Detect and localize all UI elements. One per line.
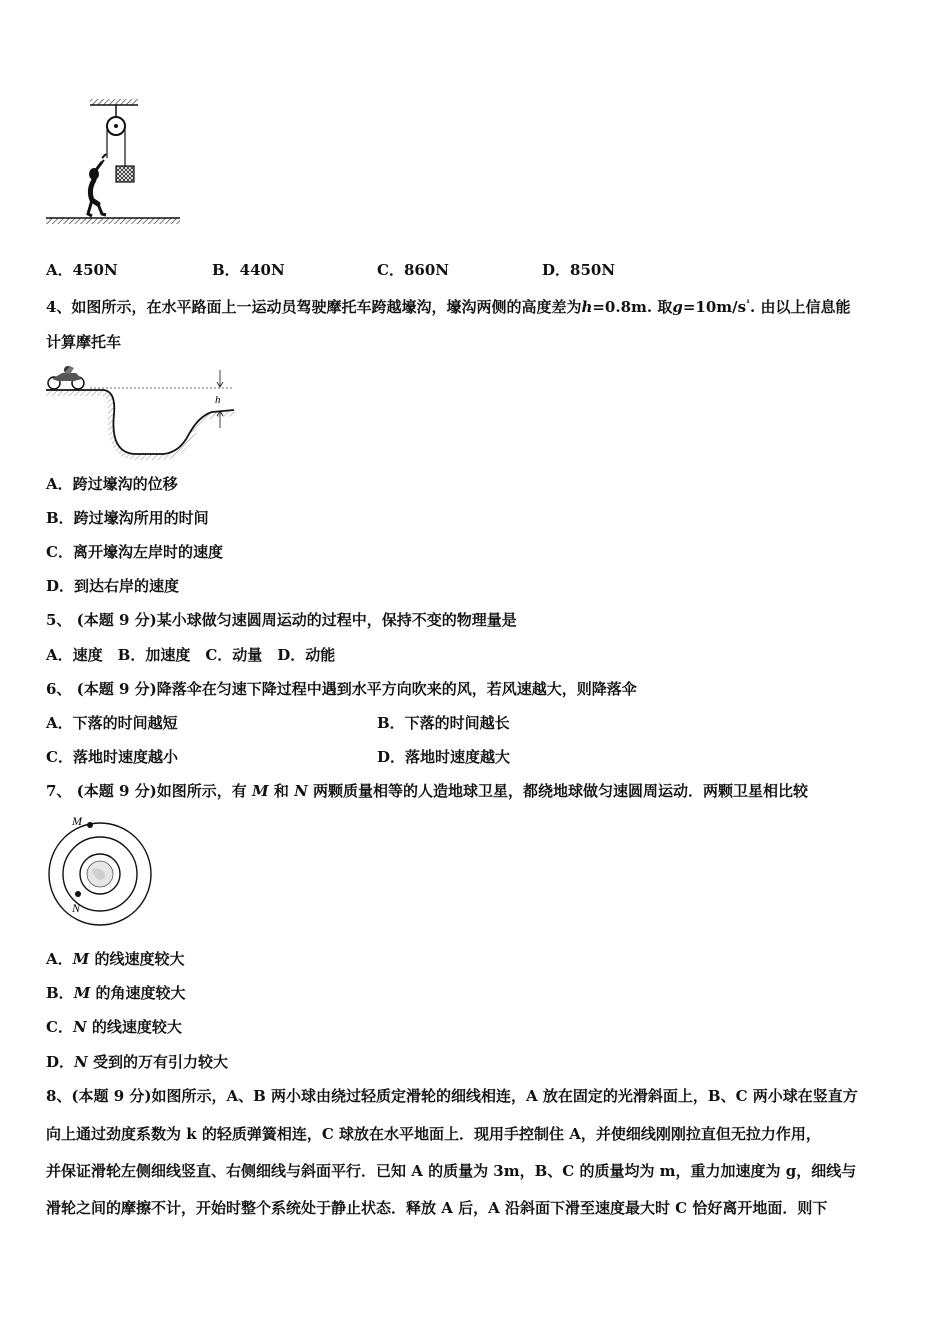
q6-stem: 6、 (本题 9 分)降落伞在匀速下降过程中遇到水平方向吹来的风，若风速越大，则降落伞 (46, 680, 637, 698)
q4-option-b: B．跨过壕沟所用的时间 (46, 509, 209, 527)
q4-stem-line1: 4、如图所示，在水平路面上一运动员驾驶摩托车跨越壕沟，壕沟两侧的高度差为h=0.8m. 取$g=10m/s^{^1}$. 由以上信息能 (46, 298, 851, 316)
q3-option-a: A．450N (46, 261, 118, 279)
q8-line3: 并保证滑轮左侧细线竖直、右侧细线与斜面平行．已知 A 的质量为 3m，B、C 的质量均为 m，重力加速度为 g，细线与 (46, 1162, 857, 1180)
orbit-figure (44, 812, 159, 932)
q3-option-c: C．860N (377, 261, 449, 279)
q5-options: A．速度 B．加速度 C．动量 D．动能 (46, 646, 336, 664)
q4-option-d: D．到达右岸的速度 (46, 577, 180, 595)
ditch-figure (44, 364, 244, 464)
q3-option-d: D．850N (542, 261, 616, 279)
q7-option-b: B．M 的角速度较大 (46, 984, 186, 1002)
q8-line1: 8、(本题 9 分)如图所示，A、B 两小球由绕过轻质定滑轮的细线相连，A 放在固定的光滑斜面上，B、C 两小球在竖直方 (46, 1087, 858, 1105)
q3-option-b: B．440N (212, 261, 285, 279)
q4-option-a: A．跨过壕沟的位移 (46, 475, 178, 493)
motorcycle-icon (48, 366, 84, 389)
q6-option-c: C．落地时速度越小 (46, 748, 178, 766)
ditch-h-label: h (215, 394, 221, 406)
q7-option-a: A．M 的线速度较大 (46, 950, 185, 968)
q6-option-b: B．下落的时间越长 (377, 714, 510, 732)
q7-option-d: D．N 受到的万有引力较大 (46, 1053, 228, 1071)
q5-stem: 5、 (本题 9 分)某小球做匀速圆周运动的过程中，保持不变的物理量是 (46, 611, 517, 629)
q4-stem-line2: 计算摩托车 (46, 333, 122, 351)
q8-line2: 向上通过劲度系数为 k 的轻质弹簧相连，C 球放在水平地面上．现用手控制住 A，并使细线刚刚拉直但无拉力作用， (46, 1125, 821, 1143)
q4-option-c: C．离开壕沟左岸时的速度 (46, 543, 223, 561)
pulley-figure (44, 96, 184, 231)
q7-option-c: C．N 的线速度较大 (46, 1018, 182, 1036)
orbit-m-label: M (72, 814, 82, 828)
q7-stem: 7、 (本题 9 分)如图所示，有 M 和 N 两颗质量相等的人造地球卫星，都绕地球做匀速圆周运动．两颗卫星相比较 (46, 782, 809, 800)
q8-line4: 滑轮之间的摩擦不计，开始时整个系统处于静止状态．释放 A 后，A 沿斜面下滑至速度最大时 C 恰好离开地面．则下 (46, 1199, 828, 1217)
orbit-n-label: N (72, 901, 81, 915)
q6-option-d: D．落地时速度越大 (377, 748, 511, 766)
q6-option-a: A．下落的时间越短 (46, 714, 178, 732)
